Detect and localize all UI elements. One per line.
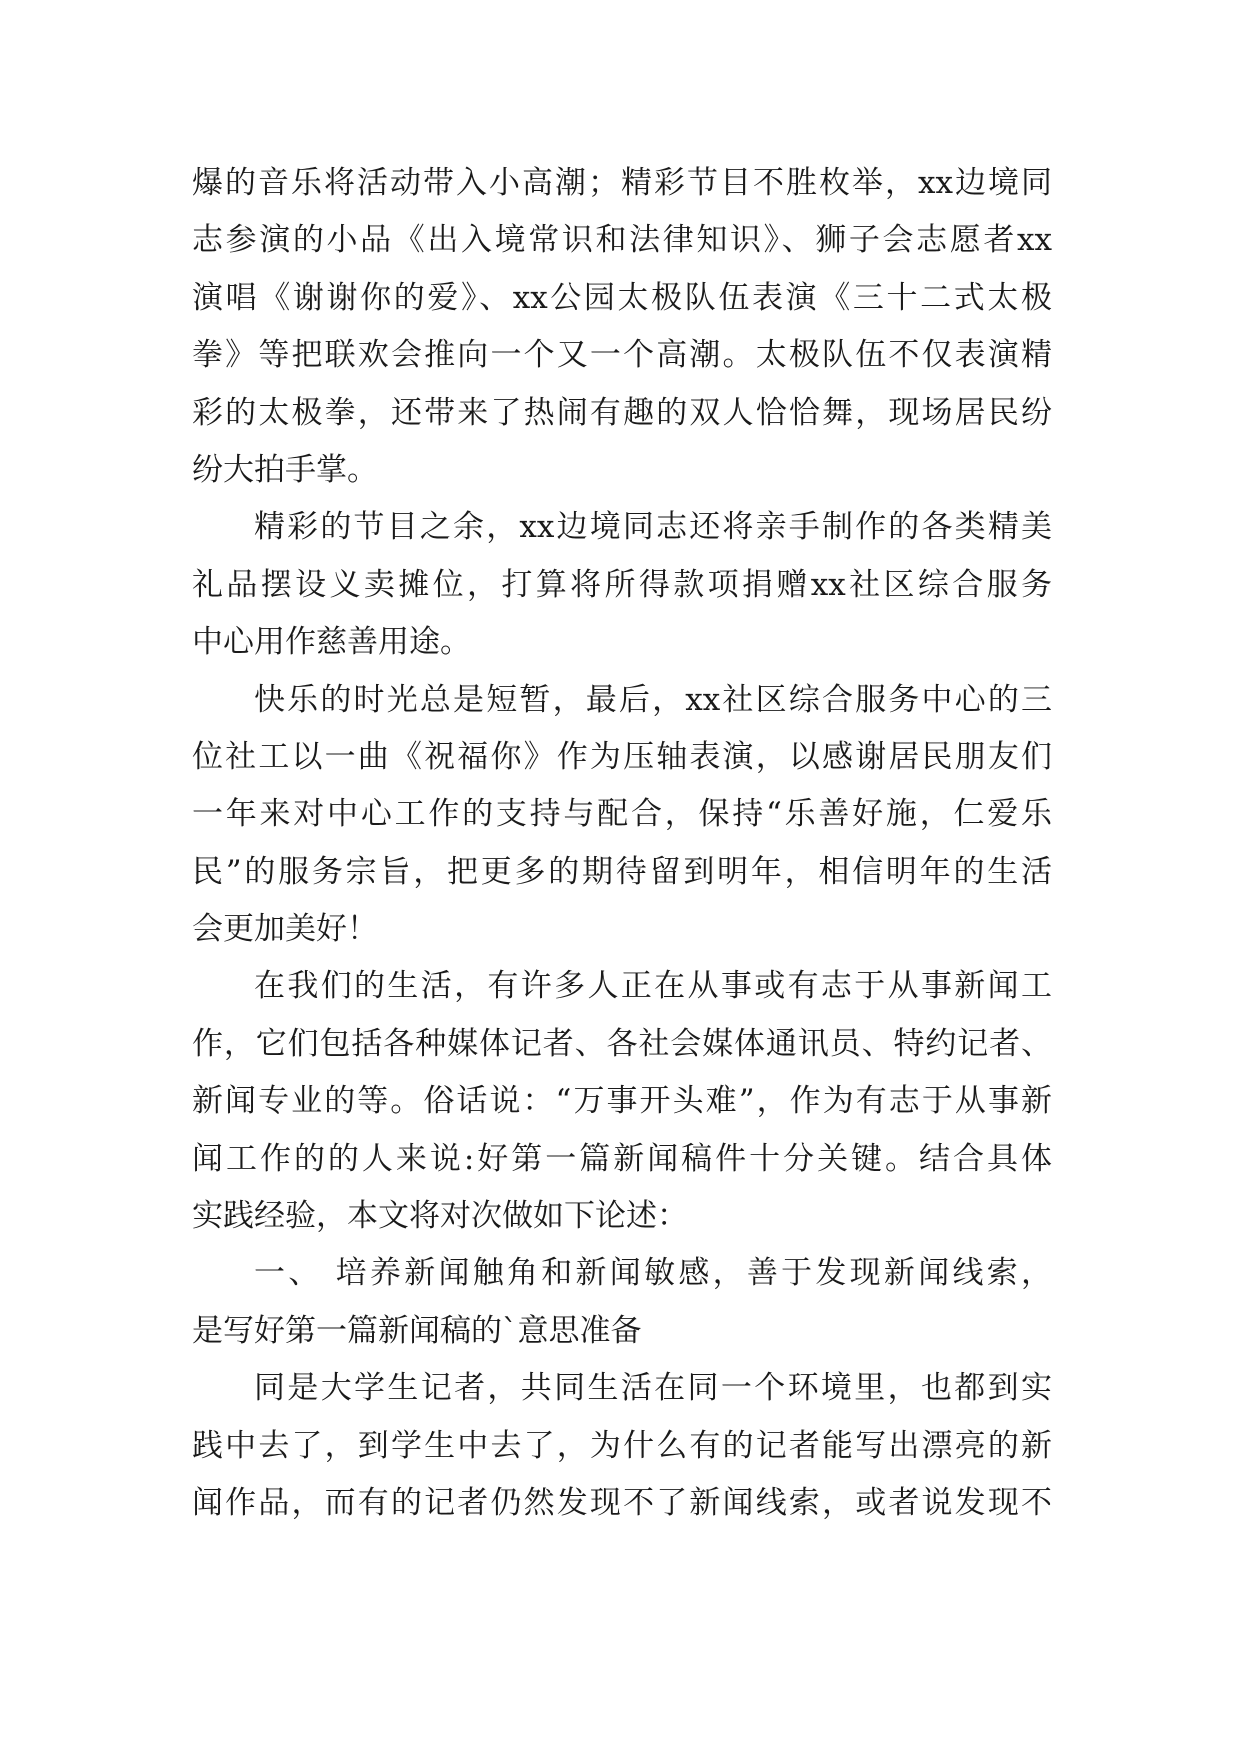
text-line: 新闻专业的等。俗话说：“万事开头难”，作为有志于从事新 (192, 1083, 1052, 1120)
text-line: 闻工作的的人来说:好第一篇新闻稿件十分关键。结合具体 (192, 1140, 1052, 1177)
document-body (192, 155, 1052, 1532)
text-line: 位社工以一曲《祝福你》作为压轴表演，以感谢居民朋友们 (192, 738, 1052, 775)
text-line: 会更加美好！ (192, 911, 378, 948)
text-line: 拳》等把联欢会推向一个又一个高潮。太极队伍不仅表演精 (192, 337, 1052, 374)
text-line: 演唱《谢谢你的爱》、xx公园太极队伍表演《三十二式太极 (192, 279, 1052, 316)
text-line: 彩的太极拳，还带来了热闹有趣的双人恰恰舞，现场居民纷 (192, 394, 1052, 431)
text-line: 礼品摆设义卖摊位，打算将所得款项捐赠xx社区综合服务 (192, 566, 1052, 603)
text-line: 同是大学生记者，共同生活在同一个环境里，也都到实 (254, 1370, 1052, 1407)
text-line: 是写好第一篇新闻稿的`意思准备 (192, 1312, 642, 1349)
text-line: 精彩的节目之余，xx边境同志还将亲手制作的各类精美 (254, 509, 1052, 546)
text-line: 作，它们包括各种媒体记者、各社会媒体通讯员、特约记者、 (192, 1025, 1052, 1062)
text-line: 践中去了，到学生中去了，为什么有的记者能写出漂亮的新 (192, 1427, 1052, 1464)
text-line: 纷大拍手掌。 (192, 451, 378, 488)
text-line: 中心用作慈善用途。 (192, 624, 471, 661)
text-line: 一、 培养新闻触角和新闻敏感，善于发现新闻线索， (254, 1255, 1052, 1292)
text-line: 快乐的时光总是短暂，最后，xx社区综合服务中心的三 (254, 681, 1052, 718)
text-line: 志参演的小品《出入境常识和法律知识》、狮子会志愿者xx (192, 222, 1052, 259)
text-line: 一年来对中心工作的支持与配合，保持“乐善好施，仁爱乐 (192, 796, 1052, 833)
text-line: 民”的服务宗旨，把更多的期待留到明年，相信明年的生活 (192, 853, 1052, 890)
text-line: 实践经验，本文将对次做如下论述： (192, 1198, 688, 1235)
text-line: 闻作品，而有的记者仍然发现不了新闻线索，或者说发现不 (192, 1484, 1052, 1521)
text-line: 爆的音乐将活动带入小高潮；精彩节目不胜枚举，xx边境同 (192, 165, 1052, 201)
text-line: 在我们的生活，有许多人正在从事或有志于从事新闻工 (254, 968, 1052, 1005)
